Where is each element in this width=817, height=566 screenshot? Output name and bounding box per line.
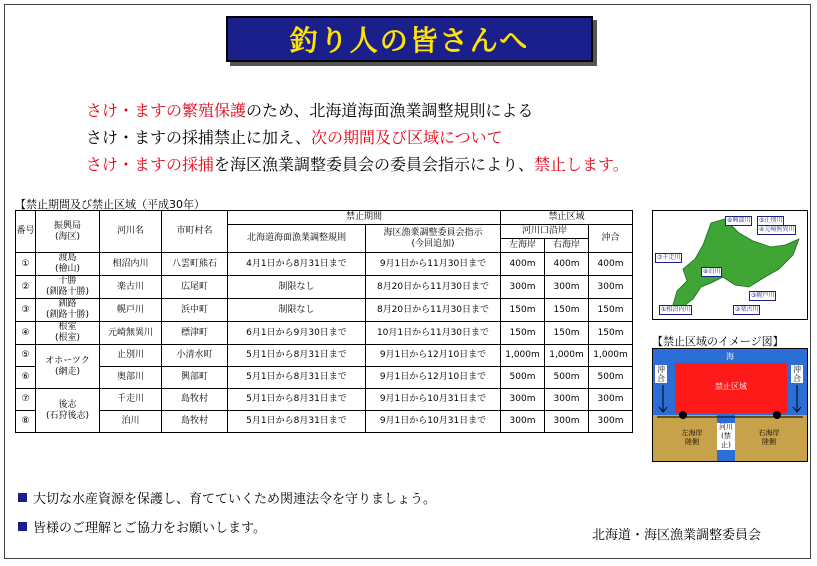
map-river-label: ⑦千走川	[657, 254, 681, 261]
period-rule: 制限なし	[228, 299, 366, 322]
left-shore-label: 左海岸 陸側	[681, 429, 703, 446]
header-bureau: 振興局 (海区)	[36, 211, 100, 253]
page-title: 釣り人の皆さんへ	[289, 24, 530, 57]
river-name: 幌戸川	[100, 299, 162, 322]
header-right-shore: 右海岸	[545, 239, 589, 253]
right-shore-label: 右海岸 陸側	[758, 429, 780, 446]
intro-line-2	[86, 124, 629, 151]
table-row	[16, 253, 633, 276]
offshore-distance: 300m	[589, 411, 633, 433]
right-offshore-label: 沖合	[793, 365, 801, 383]
map-river-label: ⑧泊川	[703, 268, 721, 275]
map-river-label: ②楽古川	[735, 306, 759, 313]
period-directive: 9月1日から12月10日まで	[366, 345, 501, 367]
bureau-cell: 釧路 (釧路十勝)	[36, 299, 100, 322]
footer-text-1: 大切な水産資源を保護し、育てていくため関連法令を守りましょう。	[33, 492, 437, 507]
row-number: ④	[16, 322, 36, 345]
period-directive: 8月20日から11月30日まで	[366, 276, 501, 299]
intro-line-3	[86, 151, 629, 178]
left-shore-distance: 300m	[501, 389, 545, 411]
map-river-label: ①相沼内川	[661, 306, 691, 313]
period-rule: 6月1日から9月30日まで	[228, 322, 366, 345]
right-shore-distance: 150m	[545, 322, 589, 345]
table-row	[16, 411, 633, 433]
river-name: 楽古川	[100, 276, 162, 299]
period-directive: 9月1日から12月10日まで	[366, 367, 501, 389]
header-area: 禁止区域	[501, 211, 633, 225]
header-left-shore: 左海岸	[501, 239, 545, 253]
town-name: 浜中町	[162, 299, 228, 322]
bureau-cell: 十勝 (釧路十勝)	[36, 276, 100, 299]
map-river-label: ③幌戸川	[751, 292, 775, 299]
table-row	[16, 299, 633, 322]
table-row	[16, 345, 633, 367]
offshore-distance: 150m	[589, 322, 633, 345]
map-river-label: ④元崎無異川	[759, 226, 795, 233]
row-number: ⑧	[16, 411, 36, 433]
river-name: 千走川	[100, 389, 162, 411]
right-shore-distance: 1,000m	[545, 345, 589, 367]
bureau-cell: 渡島 (檜山)	[36, 253, 100, 276]
sea-label: 海	[726, 352, 734, 361]
left-shore-distance: 150m	[501, 299, 545, 322]
intro-segment: さけ・ますの採捕	[86, 155, 215, 174]
prohibition-table	[15, 210, 633, 433]
town-name: 島牧村	[162, 411, 228, 433]
period-rule: 5月1日から8月31日まで	[228, 411, 366, 433]
period-directive: 10月1日から11月30日まで	[366, 322, 501, 345]
header-offshore: 沖合	[589, 225, 633, 253]
left-shore-distance: 300m	[501, 276, 545, 299]
table-row	[16, 322, 633, 345]
river-label: 河川 (禁止)	[719, 423, 733, 449]
period-directive: 9月1日から10月31日まで	[366, 411, 501, 433]
town-name: 広尾町	[162, 276, 228, 299]
right-shore-distance: 500m	[545, 367, 589, 389]
intro-segment: 禁止します。	[534, 155, 629, 174]
row-number: ②	[16, 276, 36, 299]
left-shore-distance: 1,000m	[501, 345, 545, 367]
right-marker	[773, 411, 781, 419]
town-name: 島牧村	[162, 389, 228, 411]
row-number: ⑥	[16, 367, 36, 389]
row-number: ③	[16, 299, 36, 322]
river-name: 奥部川	[100, 367, 162, 389]
header-period: 禁止期間	[228, 211, 501, 225]
right-shore-distance: 300m	[545, 389, 589, 411]
river-name: 止別川	[100, 345, 162, 367]
header-river-mouth: 河川口沿岸	[501, 225, 589, 239]
period-rule: 制限なし	[228, 276, 366, 299]
header-no: 番号	[16, 211, 36, 253]
offshore-distance: 500m	[589, 367, 633, 389]
period-rule: 5月1日から8月31日まで	[228, 345, 366, 367]
table-row	[16, 367, 633, 389]
map-river-label: ⑥興部川	[727, 217, 751, 224]
table-caption: 【禁止期間及び禁止区域（平成30年）	[15, 198, 205, 211]
zone-label: 禁止区域	[715, 382, 747, 391]
intro-segment: さけ・ますの採捕禁止に加え、	[86, 128, 311, 147]
header-period-rule: 北海道海面漁業調整規則	[228, 225, 366, 253]
offshore-distance: 1,000m	[589, 345, 633, 367]
intro-text	[86, 97, 629, 178]
intro-segment: さけ・ますの繁殖保護	[86, 101, 247, 120]
bullet-square-icon	[18, 493, 27, 502]
header-town: 市町村名	[162, 211, 228, 253]
left-shore-distance: 300m	[501, 411, 545, 433]
offshore-distance: 300m	[589, 389, 633, 411]
period-rule: 5月1日から8月31日まで	[228, 389, 366, 411]
image-caption: 【禁止区域のイメージ図】	[652, 335, 784, 348]
town-name: 八雲町熊石	[162, 253, 228, 276]
offshore-distance: 300m	[589, 276, 633, 299]
offshore-distance: 400m	[589, 253, 633, 276]
right-shore-distance: 300m	[545, 276, 589, 299]
row-number: ⑦	[16, 389, 36, 411]
left-shore-distance: 150m	[501, 322, 545, 345]
right-shore-distance: 150m	[545, 299, 589, 322]
bureau-cell: 後志 (石狩後志)	[36, 389, 100, 433]
river-name: 相沼内川	[100, 253, 162, 276]
period-directive: 8月20日から11月30日まで	[366, 299, 501, 322]
bureau-cell: オホーツク (網走)	[36, 345, 100, 389]
offshore-distance: 150m	[589, 299, 633, 322]
header-period-directive: 海区漁業調整委員会指示 (今回追加)	[366, 225, 501, 253]
row-number: ①	[16, 253, 36, 276]
zone-diagram	[652, 348, 808, 462]
period-directive: 9月1日から10月31日まで	[366, 389, 501, 411]
left-marker	[679, 411, 687, 419]
river-name: 元崎無異川	[100, 322, 162, 345]
period-directive: 9月1日から11月30日まで	[366, 253, 501, 276]
period-rule: 5月1日から8月31日まで	[228, 367, 366, 389]
period-rule: 4月1日から8月31日まで	[228, 253, 366, 276]
hokkaido-map	[652, 210, 808, 320]
table-row	[16, 389, 633, 411]
left-shore-distance: 500m	[501, 367, 545, 389]
map-river-label: ⑤止別川	[759, 217, 783, 224]
intro-line-1	[86, 97, 629, 124]
organization-name: 北海道・海区漁業調整委員会	[592, 528, 762, 543]
left-offshore-label: 沖合	[657, 365, 665, 383]
bullet-square-icon	[18, 522, 27, 531]
right-shore-distance: 300m	[545, 411, 589, 433]
intro-segment: 次の期間及び区域について	[310, 128, 503, 147]
town-name: 興部町	[162, 367, 228, 389]
footer-bullet-1	[18, 488, 436, 507]
row-number: ⑤	[16, 345, 36, 367]
header-river: 河川名	[100, 211, 162, 253]
right-shore-distance: 400m	[545, 253, 589, 276]
footer-bullet-2	[18, 517, 266, 536]
town-name: 標津町	[162, 322, 228, 345]
town-name: 小清水町	[162, 345, 228, 367]
table-row	[16, 276, 633, 299]
left-shore-distance: 400m	[501, 253, 545, 276]
intro-segment: のため、北海道海面漁業調整規則による	[246, 101, 534, 120]
river-name: 泊川	[100, 411, 162, 433]
bureau-cell: 根室 (根室)	[36, 322, 100, 345]
title-banner	[226, 16, 593, 62]
footer-text-2: 皆様のご理解とご協力をお願いします。	[33, 521, 266, 536]
intro-segment: を海区漁業調整委員会の委員会指示により、	[214, 155, 535, 174]
